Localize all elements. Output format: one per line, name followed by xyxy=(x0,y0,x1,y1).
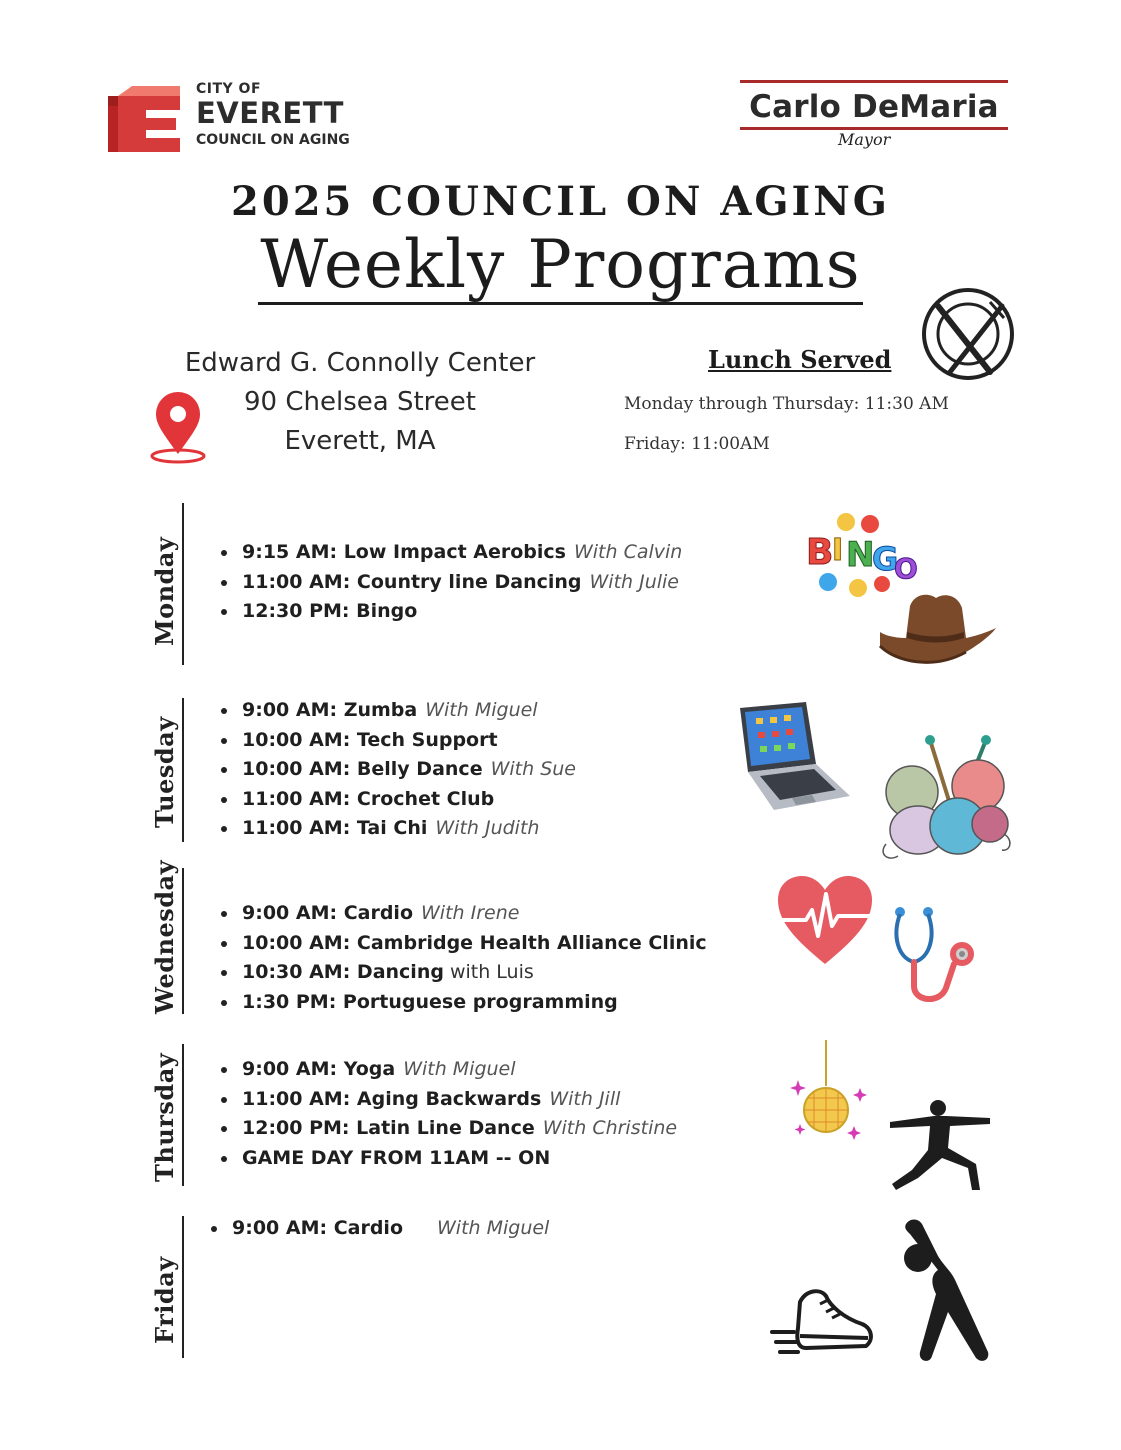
program-instructor: With Jill xyxy=(549,1087,621,1110)
heartbeat-heart-icon xyxy=(776,874,874,966)
logo-wordmark xyxy=(196,82,350,147)
list-item xyxy=(218,726,576,756)
yoga-pose-icon xyxy=(888,1098,992,1192)
list-item xyxy=(218,988,707,1018)
logo-line-everett: EVERETT xyxy=(196,96,344,130)
day-label-tuesday: Tuesday xyxy=(150,716,179,828)
day-divider-thursday xyxy=(182,1044,184,1186)
mayor-title: Mayor xyxy=(838,130,891,149)
svg-text:I: I xyxy=(832,533,844,568)
day-divider-monday xyxy=(182,503,184,665)
program-time-title: 10:00 AM: Belly Dance xyxy=(242,758,483,781)
program-time-title: 1:30 PM: Portuguese programming xyxy=(242,990,618,1013)
location-name: Edward G. Connolly Center xyxy=(184,348,536,378)
list-item xyxy=(208,1214,549,1244)
program-instructor: With Calvin xyxy=(573,541,683,563)
program-time-title: 9:15 AM: Low Impact Aerobics xyxy=(242,541,566,563)
list-item xyxy=(218,958,707,988)
list-item xyxy=(218,696,576,726)
schedule-list-tuesday xyxy=(218,696,576,844)
day-divider-friday xyxy=(182,1216,184,1358)
list-item xyxy=(218,755,576,785)
program-time-title: 9:00 AM: Yoga xyxy=(242,1058,396,1080)
svg-text:G: G xyxy=(872,540,899,578)
schedule-list-friday xyxy=(208,1214,549,1244)
program-instructor: With Miguel xyxy=(403,1058,516,1080)
list-item xyxy=(218,597,682,627)
mayor-name: Carlo DeMaria xyxy=(749,89,999,125)
schedule-list-thursday xyxy=(218,1055,677,1173)
program-instructor: With Miguel xyxy=(437,1217,550,1239)
list-item xyxy=(218,814,576,844)
program-time-title: 11:00 AM: Country line Dancing xyxy=(242,570,582,593)
page-title-line1: 2025 COUNCIL ON AGING xyxy=(231,178,890,225)
program-instructor: with Luis xyxy=(449,961,534,984)
list-item xyxy=(218,1114,677,1144)
yarn-balls-icon xyxy=(878,734,1016,864)
day-label-monday: Monday xyxy=(150,536,179,646)
program-time-title: 10:00 AM: Tech Support xyxy=(242,728,498,751)
program-time-title: GAME DAY FROM 11AM -- ON xyxy=(242,1146,551,1169)
page-title-weekly-programs: Weekly Programs xyxy=(260,226,861,303)
map-pin-icon xyxy=(148,392,208,464)
list-item xyxy=(218,1144,677,1174)
cowboy-hat-icon xyxy=(876,588,1000,670)
list-item xyxy=(218,929,707,959)
program-time-title: 10:00 AM: Cambridge Health Alliance Clinic xyxy=(242,931,707,954)
location-street: 90 Chelsea Street xyxy=(244,387,476,417)
disco-ball-icon xyxy=(790,1040,870,1142)
svg-text:N: N xyxy=(846,535,875,575)
running-shoe-icon xyxy=(770,1284,874,1360)
program-instructor: With Irene xyxy=(421,902,520,924)
list-item xyxy=(218,785,576,815)
list-item xyxy=(218,1055,677,1085)
mayor-banner xyxy=(740,80,1008,130)
lunch-heading: Lunch Served xyxy=(708,345,892,374)
program-time-title: 9:00 AM: Zumba xyxy=(242,699,418,721)
stretching-figure-icon xyxy=(896,1216,992,1364)
day-divider-tuesday xyxy=(182,698,184,842)
program-instructor: With Christine xyxy=(542,1117,678,1140)
list-item xyxy=(218,568,682,598)
program-instructor: With Julie xyxy=(589,570,679,593)
program-instructor: With Judith xyxy=(435,817,540,840)
svg-text:B: B xyxy=(806,532,834,573)
schedule-list-wednesday xyxy=(218,899,707,1017)
program-time-title: 9:00 AM: Cardio xyxy=(232,1217,403,1239)
lunch-friday-time: Friday: 11:00AM xyxy=(624,434,770,454)
laptop-icon xyxy=(736,702,852,812)
svg-text:O: O xyxy=(894,552,918,585)
program-instructor: With Sue xyxy=(490,758,576,781)
program-time-title: 11:00 AM: Tai Chi xyxy=(242,817,428,840)
program-time-title: 11:00 AM: Crochet Club xyxy=(242,787,495,810)
logo-line-city-of: CITY OF xyxy=(196,81,262,97)
list-item xyxy=(218,538,682,568)
program-time-title: 12:30 PM: Bingo xyxy=(242,600,418,623)
program-time-title: 10:30 AM: Dancing xyxy=(242,961,444,984)
stethoscope-icon xyxy=(884,906,980,1006)
program-time-title: 11:00 AM: Aging Backwards xyxy=(242,1087,542,1110)
day-label-friday: Friday xyxy=(150,1256,179,1344)
program-time-title: 12:00 PM: Latin Line Dance xyxy=(242,1117,535,1140)
everett-logo-icon xyxy=(108,82,182,152)
lunch-weekday-time: Monday through Thursday: 11:30 AM xyxy=(624,394,949,414)
day-label-thursday: Thursday xyxy=(150,1052,179,1182)
location-city: Everett, MA xyxy=(284,426,436,456)
plate-utensils-icon xyxy=(920,286,1016,382)
schedule-list-monday xyxy=(218,538,682,627)
list-item xyxy=(218,899,707,929)
day-divider-wednesday xyxy=(182,868,184,1014)
program-instructor: With Miguel xyxy=(425,699,538,721)
logo-line-council: COUNCIL ON AGING xyxy=(196,132,350,148)
list-item xyxy=(218,1085,677,1115)
program-time-title: 9:00 AM: Cardio xyxy=(242,902,413,924)
day-label-wednesday: Wednesday xyxy=(150,859,179,1014)
